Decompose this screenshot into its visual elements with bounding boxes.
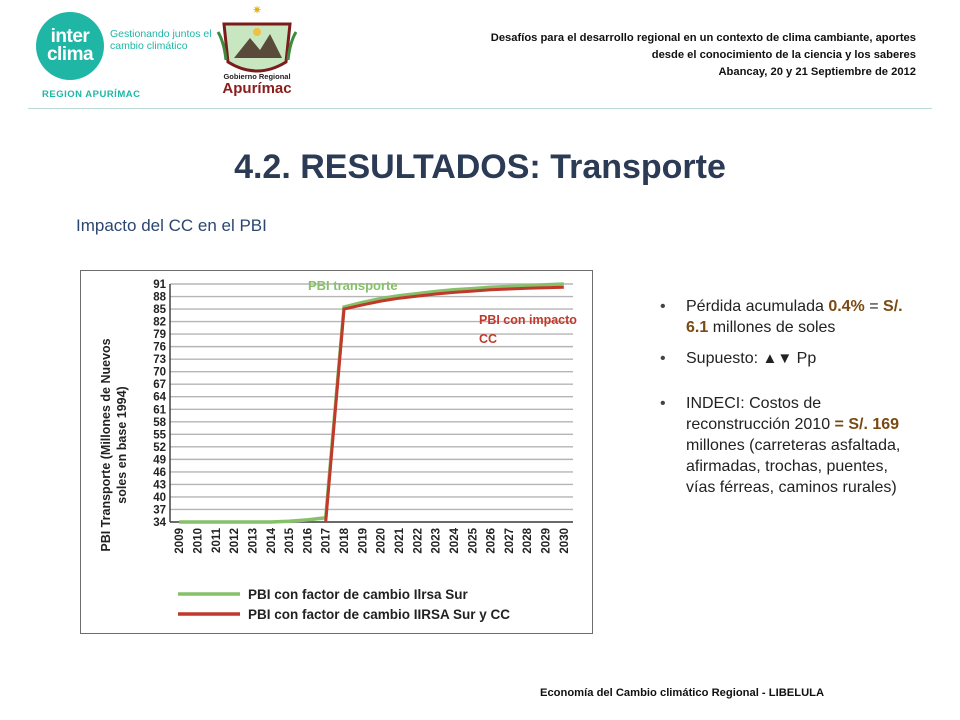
loss-amount: S/. 6.1 [686,298,903,336]
y-tick-label: 82 [153,316,166,329]
y-tick-label: 76 [153,341,166,354]
chart-annotation-red: PBI con impacto CC [479,313,577,346]
y-tick-label: 85 [153,304,166,317]
y-axis-label: PBI Transporte (Millones de Nuevos soles en base 1994) [99,338,129,552]
y-tick-label: 91 [153,279,166,291]
bullet-text: INDECI: Costos de reconstrucción 2010 [686,395,835,433]
x-tick-label: 2016 [302,528,315,554]
brand-bottom: clima [46,44,94,65]
loss-percent: 0.4% [828,298,865,315]
reconstruction-cost: = S/. 169 [834,416,900,433]
x-tick-label: 2017 [320,528,333,554]
x-tick-label: 2023 [430,528,443,554]
conference-line: Desafíos para el desarrollo regional en un contexto de clima cambiante, aportes [490,32,916,44]
legend-label: PBI con factor de cambio IIRSA Sur y CC [248,607,511,622]
svg-text:✷: ✷ [251,3,263,17]
region-label: REGION APURÍMAC [42,89,141,100]
y-tick-label: 55 [153,429,166,442]
header-divider [28,108,932,109]
interclima-logo-circle [36,12,104,80]
y-tick-label: 73 [153,354,166,367]
bullet-text: = [864,298,884,315]
bullet-item [660,348,910,369]
x-tick-label: 2025 [467,528,480,554]
x-tick-label: 2018 [339,528,352,554]
x-tick-label: 2020 [375,528,388,554]
x-tick-label: 2024 [448,528,461,554]
y-tick-label: 49 [153,454,166,467]
x-tick-label: 2014 [265,528,278,554]
x-tick-label: 2009 [174,528,187,554]
x-tick-label: 2021 [393,528,406,554]
brand-tagline: Gestionando juntos el cambio climático [110,28,212,52]
x-tick-label: 2029 [540,528,553,554]
bullet-text: Pérdida acumulada [686,298,829,315]
gov-name-line1: Gobierno Regional [223,72,291,81]
x-tick-label: 2022 [412,528,425,554]
y-tick-label: 34 [153,517,166,529]
chart-annotation-green: PBI transporte [308,278,398,293]
x-tick-label: 2015 [284,528,297,554]
slide-subtitle: Impacto del CC en el PBI [76,216,267,235]
slide-title: 4.2. RESULTADOS: Transporte [234,148,726,186]
x-tick-label: 2011 [210,528,223,553]
legend-label: PBI con factor de cambio Ilrsa Sur [248,587,468,602]
conference-line: Abancay, 20 y 21 Septiembre de 2012 [718,66,916,78]
y-tick-label: 67 [153,379,166,392]
y-tick-label: 58 [153,416,166,429]
conference-line: desde el conocimiento de la ciencia y los saberes [651,49,916,61]
y-tick-label: 43 [153,479,166,492]
x-tick-label: 2027 [503,528,516,554]
y-tick-label: 64 [153,391,166,404]
gov-name-line2: Apurímac [222,80,292,97]
bullet-text: Pp [792,350,817,367]
bullet-item [660,393,910,498]
x-tick-label: 2013 [247,528,260,554]
y-tick-label: 46 [153,466,166,479]
y-tick-label: 40 [153,491,166,504]
y-tick-label: 88 [153,291,166,304]
up-down-triangles-icon: ▲▼ [762,350,793,367]
y-tick-label: 37 [153,504,166,517]
x-tick-label: 2012 [229,528,242,554]
x-tick-label: 2019 [357,528,370,554]
bullet-text: millones (carreteras asfaltada, afirmadas, trochas, puentes, vías férreas, caminos rurales) [686,437,901,496]
x-tick-label: 2010 [192,528,205,554]
bullet-item [660,296,910,338]
x-tick-label: 2030 [558,528,571,554]
brand-top: inter [50,26,90,47]
x-tick-label: 2028 [522,528,535,554]
y-tick-label: 61 [153,404,166,417]
y-tick-label: 70 [153,366,166,379]
footer-text: Economía del Cambio climático Regional - LIBELULA [540,687,825,699]
x-tick-label: 2026 [485,528,498,554]
bullet-text: millones de soles [708,319,836,336]
bullet-text: Supuesto: [686,350,763,367]
conference-info [356,30,916,81]
y-tick-label: 52 [153,441,166,454]
y-tick-label: 79 [153,329,166,342]
bullet-list [660,296,910,498]
